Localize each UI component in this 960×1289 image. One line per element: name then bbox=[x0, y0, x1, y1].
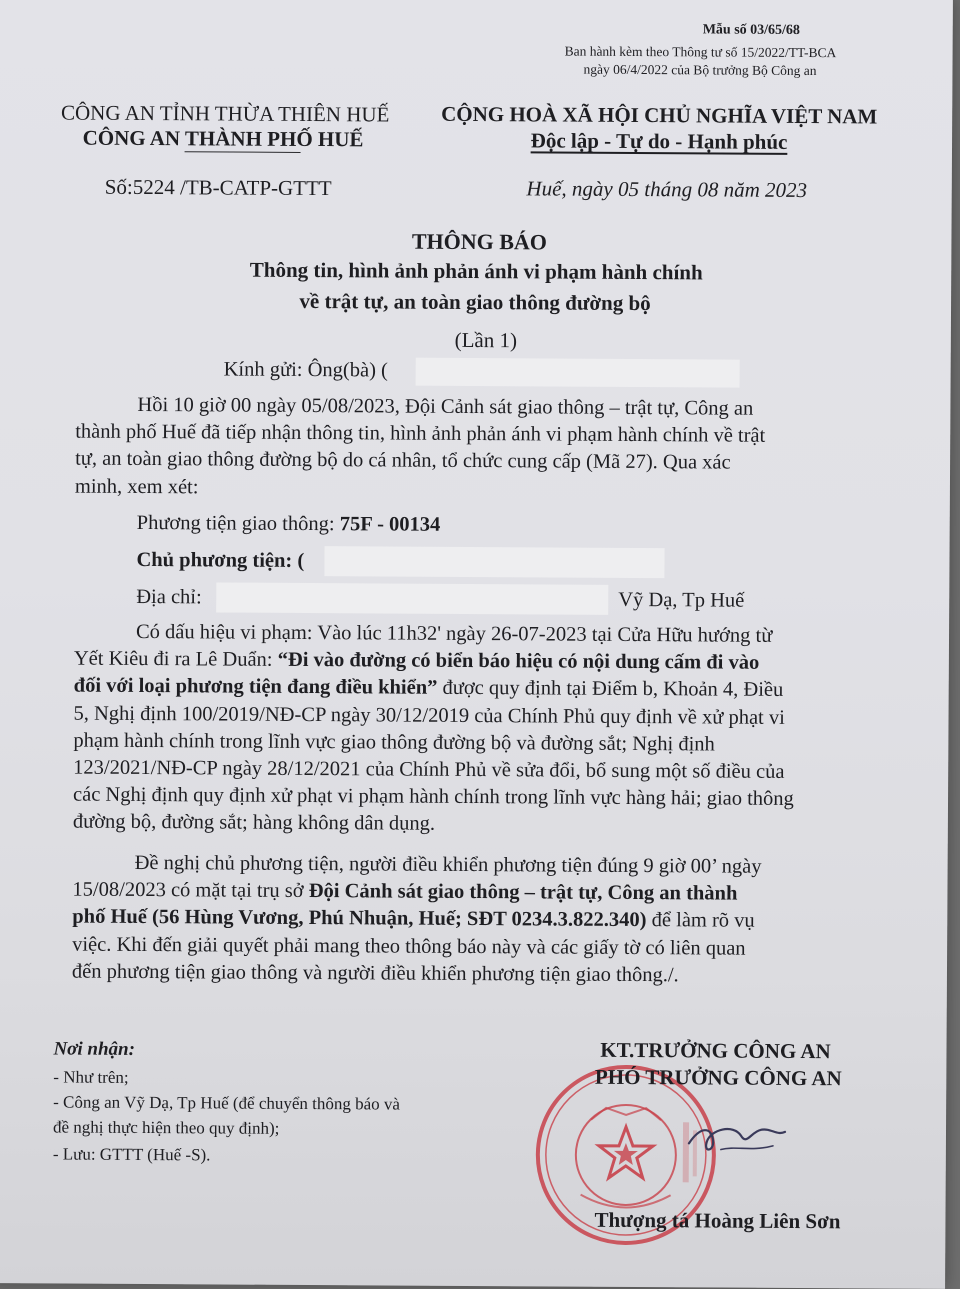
notice-subtitle-2: về trật tự, an toàn giao thông đường bộ bbox=[299, 288, 651, 316]
intro-line: Hồi 10 giờ 00 ngày 05/08/2023, Đội Cảnh sát giao thông – trật tự, Công an bbox=[137, 393, 754, 420]
request-line: 15/08/2023 có mặt tại trụ sở bbox=[72, 878, 309, 903]
owner-label: Chủ phương tiện: bbox=[136, 548, 298, 572]
vehicle-label: Phương tiện giao thông: bbox=[136, 511, 340, 536]
recipient-item: - Công an Vỹ Dạ, Tp Huế (để chuyển thông báo và bbox=[53, 1092, 401, 1114]
request-office: phố Huế (56 Hùng Vương, Phú Nhuận, Huế; SĐT 0234.3.822.340) bbox=[72, 905, 647, 932]
redacted-address bbox=[216, 582, 608, 614]
violation-line: 123/2021/NĐ-CP ngày 28/12/2021 của Chính Phủ về sửa đổi, bổ sung một số điều của bbox=[73, 756, 785, 783]
recipient-item: - Lưu: GTTT (Huế -S). bbox=[52, 1144, 211, 1165]
request-line: đến phương tiện giao thông và người điều khiển phương tiện giao thông./. bbox=[71, 960, 679, 987]
recipient-item: đề nghị thực hiện theo quy định); bbox=[52, 1117, 280, 1138]
paragraph-intro bbox=[75, 392, 882, 506]
violation-line: 5, Nghị định 100/2019/NĐ-CP ngày 30/12/2019 của Chính Phủ quy định về xử phạt vi bbox=[73, 702, 785, 729]
form-code: Mẫu số 03/65/68 bbox=[702, 22, 801, 38]
signer-role-2: PHÓ TRƯỞNG CÔNG AN bbox=[594, 1064, 842, 1091]
document-number: Số:5224 /TB-CATP-GTTT bbox=[104, 174, 332, 201]
notice-count: (Lần 1) bbox=[454, 327, 518, 353]
violation-line: Có dấu hiệu vi phạm: Vào lúc 11h32' ngày 26-07-2023 tại Cửa Hữu hướng từ bbox=[135, 620, 773, 647]
intro-line: minh, xem xét: bbox=[74, 475, 199, 498]
agency-parent: CÔNG AN TỈNH THỪA THIÊN HUẾ bbox=[60, 100, 390, 127]
star-icon bbox=[599, 1127, 653, 1178]
request-line: để làm rõ vụ bbox=[646, 909, 755, 933]
intro-line: thành phố Huế đã tiếp nhận thông tin, hình ảnh phản ánh vi phạm hành chính về trật bbox=[75, 420, 766, 447]
request-line: Đề nghị chủ phương tiện, người điều khiển phương tiện đúng 9 giờ 00’ ngày bbox=[134, 851, 762, 878]
notice-subtitle-1: Thông tin, hình ảnh phản ánh vi phạm hành chính bbox=[249, 257, 703, 285]
violation-line: các Nghị định quy định xử phạt vi phạm hành chính trong lĩnh vực hàng hải; giao thông bbox=[72, 783, 794, 811]
form-issued-line: Ban hành kèm theo Thông tư số 15/2022/TT-BCA bbox=[564, 43, 837, 61]
handwritten-signature-icon bbox=[681, 1105, 791, 1166]
intro-line: tự, an toàn giao thông đường bộ do cá nhân, tổ chức cung cấp (Mã 27). Qua xác bbox=[75, 447, 731, 474]
violation-quote: đối với loại phương tiện đang điều khiển” bbox=[73, 674, 438, 700]
agency-underline bbox=[185, 151, 301, 153]
redacted-name bbox=[416, 358, 740, 388]
notice-title: THÔNG BÁO bbox=[411, 228, 548, 255]
request-line: việc. Khi đến giải quyết phải mang theo thông báo này và các giấy tờ có liên quan bbox=[72, 933, 746, 960]
violation-quote: “Đi vào đường có biển báo hiệu có nội dung cấm đi vào bbox=[277, 649, 760, 674]
place-date: Huế, ngày 05 tháng 08 năm 2023 bbox=[526, 176, 808, 203]
vehicle-plate: 75F - 00134 bbox=[339, 513, 441, 536]
form-issued-date: ngày 06/4/2022 của Bộ trưởng Bộ Công an bbox=[583, 61, 817, 79]
agency-name-text: CÔNG AN THÀNH PHỐ HUẾ bbox=[82, 125, 364, 152]
signer-name: Thượng tá Hoàng Liên Sơn bbox=[594, 1207, 841, 1234]
paragraph-violation bbox=[73, 619, 880, 842]
address-value: Vỹ Dạ, Tp Huế bbox=[618, 588, 745, 612]
violation-line: được quy định tại Điểm b, Khoản 4, Điều bbox=[437, 677, 784, 702]
owner-value: ( bbox=[297, 549, 305, 572]
recipients-title: Nơi nhận: bbox=[53, 1038, 136, 1060]
paragraph-request bbox=[72, 850, 879, 991]
signer-role-1: KT.TRƯỞNG CÔNG AN bbox=[600, 1037, 831, 1064]
nation-motto: Độc lập - Tự do - Hạnh phúc bbox=[530, 128, 788, 154]
violation-line: phạm hành chính trong lĩnh vực giao thông đường bộ và đường sắt; Nghị định bbox=[73, 729, 715, 756]
agency-name bbox=[83, 125, 364, 153]
owner-line bbox=[136, 547, 304, 575]
violation-line: Yết Kiêu đi ra Lê Duẩn: bbox=[73, 647, 278, 672]
violation-line: đường bộ, đường sắt; hàng không dân dụng. bbox=[72, 810, 436, 836]
redacted-owner bbox=[324, 546, 664, 578]
request-office: Đội Cảnh sát giao thông – trật tự, Công an thành bbox=[308, 880, 738, 905]
recipient-item: - Như trên; bbox=[53, 1067, 129, 1087]
nation-name: CỘNG HOÀ XÃ HỘI CHỦ NGHĨA VIỆT NAM bbox=[441, 101, 878, 129]
address-label: Địa chỉ: bbox=[136, 585, 202, 609]
greeting: Kính gửi: Ông(bà) ( bbox=[223, 358, 388, 382]
vehicle-line bbox=[137, 510, 441, 539]
